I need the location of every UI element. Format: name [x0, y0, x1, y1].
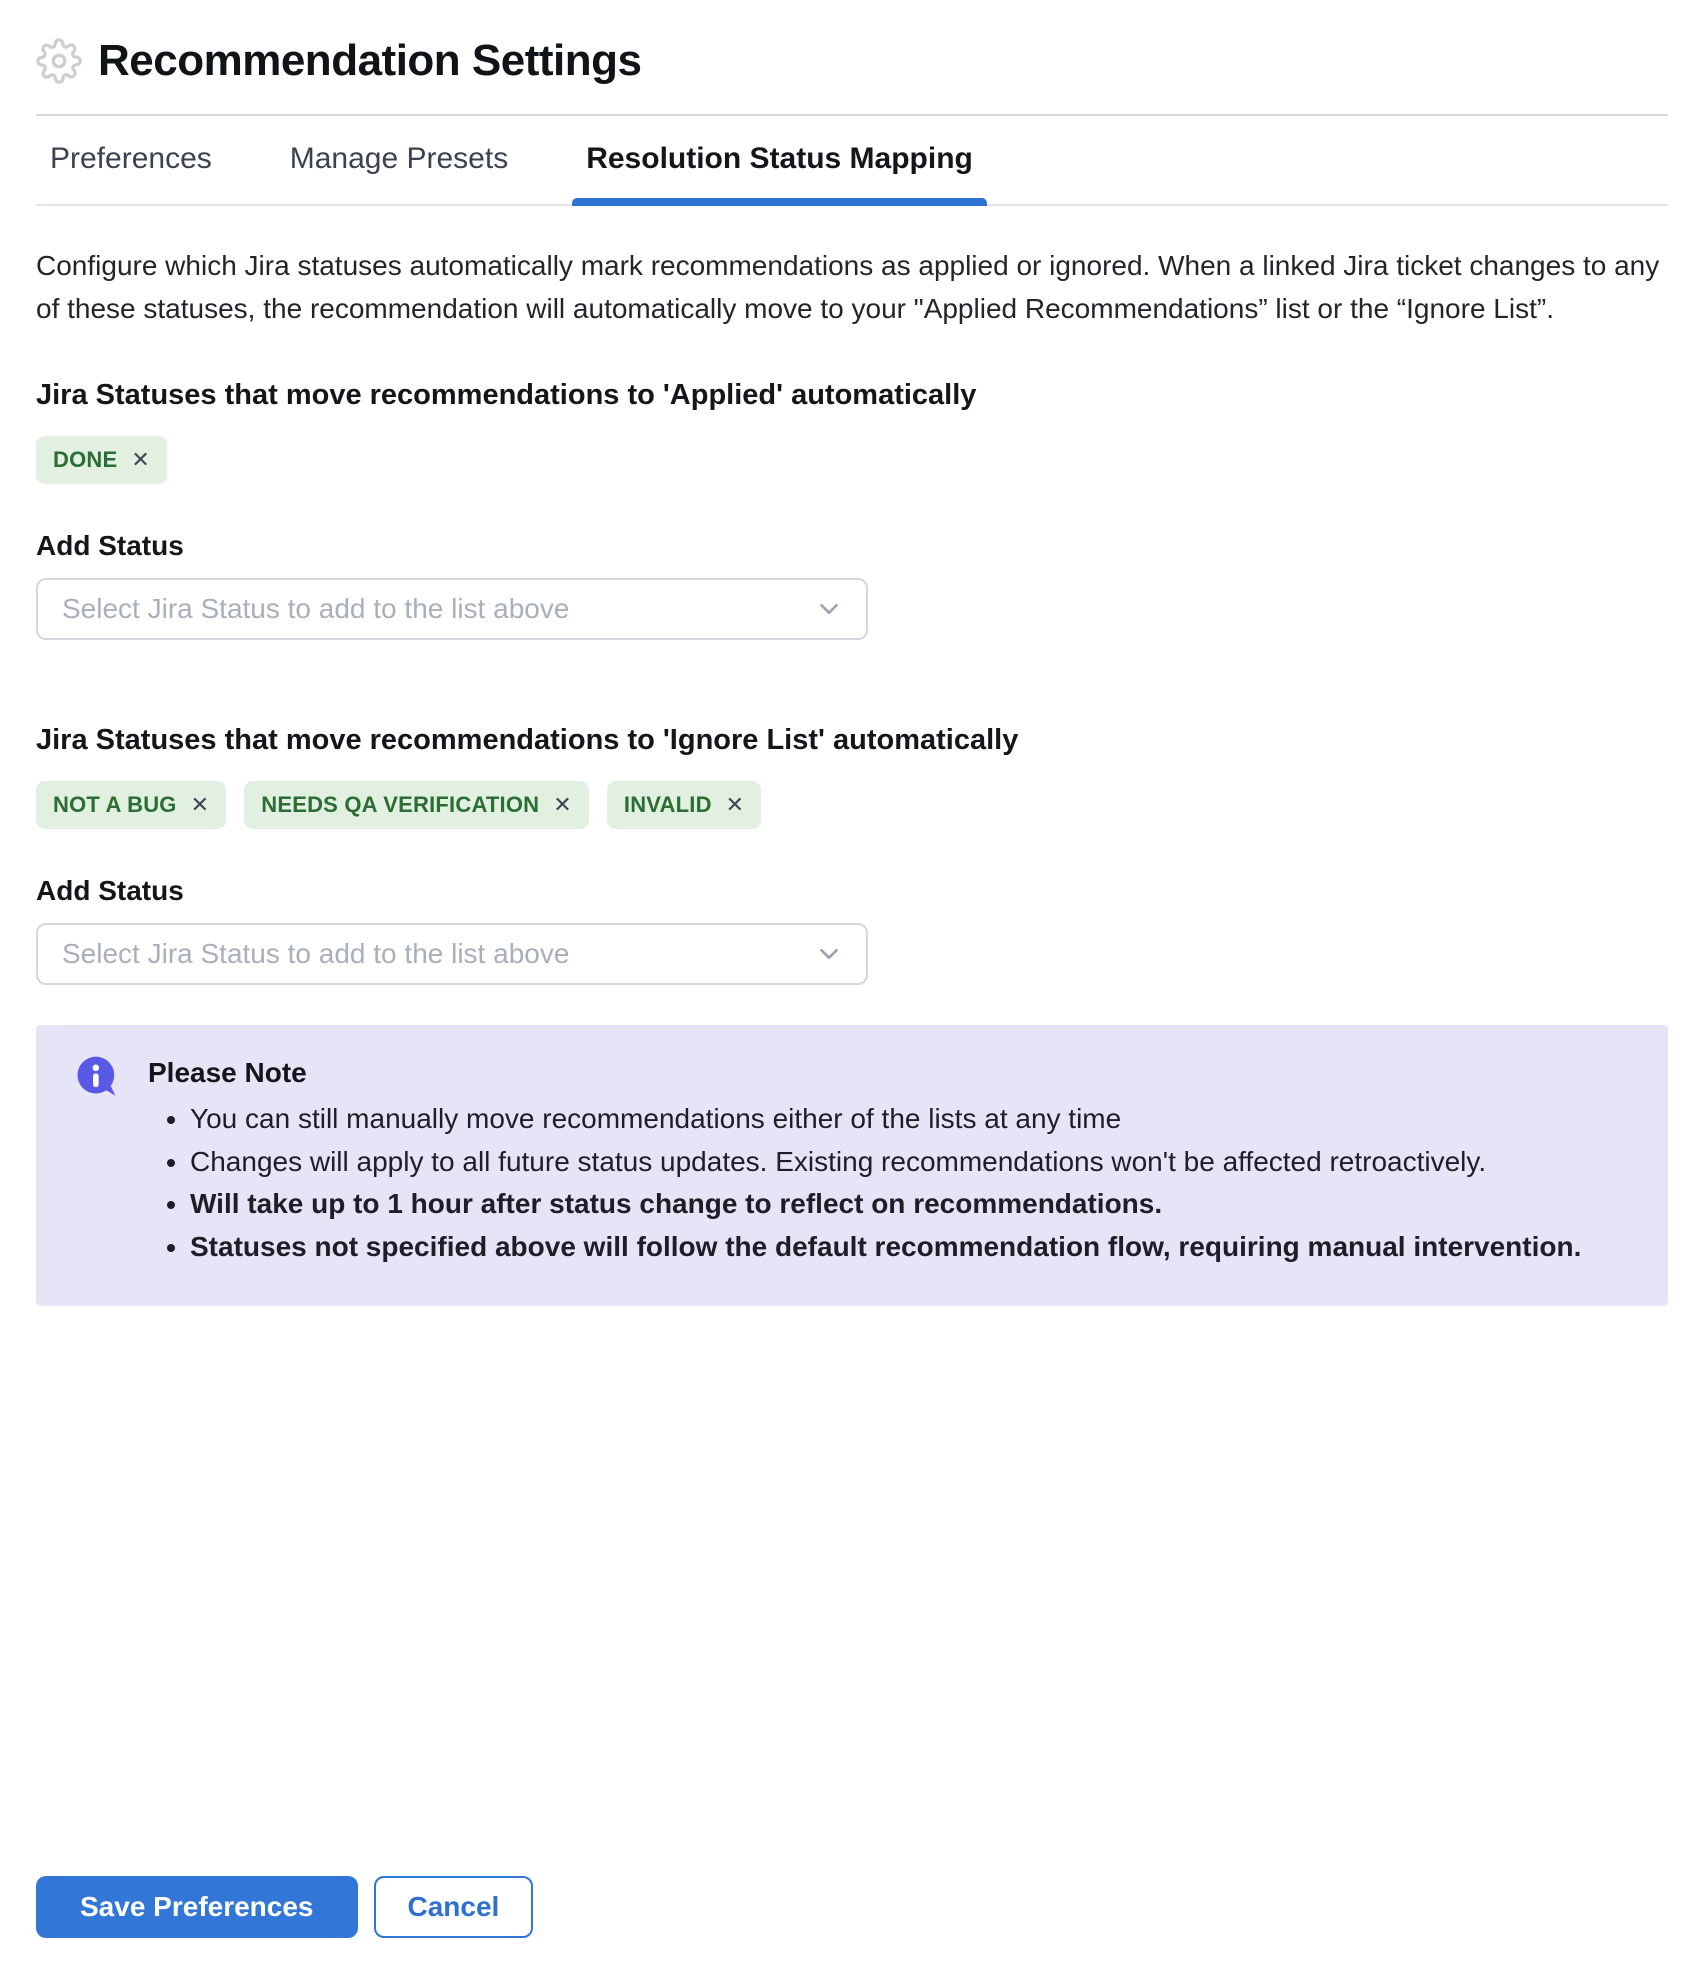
info-bubble-icon: [74, 1053, 120, 1101]
note-bullet: • You can still manually move recommendations either of the lists at any time: [190, 1101, 1581, 1137]
note-bullet-list: [148, 1101, 1581, 1265]
chevron-down-icon: [814, 939, 844, 969]
status-chip: [36, 781, 226, 829]
chip-label: INVALID: [623, 791, 712, 817]
note-bullet: • Changes will apply to all future status updates. Existing recommendations won't be affected retroactively.: [190, 1144, 1581, 1180]
tab-bar: [36, 116, 1668, 206]
close-icon[interactable]: ✕: [190, 791, 210, 817]
status-chip: [244, 781, 589, 829]
tab-manage-presets[interactable]: Manage Presets: [289, 142, 509, 175]
ignore-chip-row: [36, 781, 1668, 829]
note-title: Please Note: [148, 1056, 307, 1088]
chip-label: NOT A BUG: [53, 791, 177, 817]
close-icon[interactable]: ✕: [131, 446, 151, 472]
select-placeholder: Select Jira Status to add to the list above: [62, 937, 570, 969]
chip-label: DONE: [53, 446, 118, 472]
status-chip: [607, 781, 761, 829]
tab-preferences[interactable]: Preferences: [50, 142, 212, 175]
ignore-status-select[interactable]: [36, 923, 868, 985]
ignore-section-heading: Jira Statuses that move recommendations to 'Ignore List' automatically: [36, 723, 1019, 756]
select-placeholder: Select Jira Status to add to the list above: [62, 592, 570, 624]
status-chip: [36, 436, 167, 484]
please-note-banner: [36, 1025, 1668, 1306]
save-preferences-button[interactable]: Save Preferences: [36, 1876, 358, 1938]
chip-label: NEEDS QA VERIFICATION: [261, 791, 540, 817]
applied-status-select[interactable]: [36, 578, 868, 640]
applied-chip-row: [36, 436, 1668, 484]
ignore-add-status-label: Add Status: [36, 874, 184, 906]
page-header: [36, 0, 1668, 86]
applied-add-status-label: Add Status: [36, 529, 184, 561]
applied-section-heading: Jira Statuses that move recommendations to 'Applied' automatically: [36, 378, 977, 411]
footer-actions: [36, 1876, 1668, 1938]
gear-icon: [36, 38, 82, 84]
cancel-button[interactable]: Cancel: [374, 1876, 534, 1938]
page-title: Recommendation Settings: [98, 36, 642, 85]
note-bullet: • Will take up to 1 hour after status change to reflect on recommendations.: [190, 1186, 1581, 1222]
chevron-down-icon: [814, 594, 844, 624]
note-content: [148, 1051, 1581, 1272]
close-icon[interactable]: ✕: [553, 791, 572, 817]
tab-resolution-status-mapping[interactable]: Resolution Status Mapping: [572, 142, 987, 204]
close-icon[interactable]: ✕: [725, 791, 745, 817]
page-description: Configure which Jira statuses automatically mark recommendations as applied or ignored. When a linked Jira ticket changes to any of these statuses, the recommendation will automatically move to your "Applied Recommendations” list or the “Ignore List”.: [36, 250, 1660, 325]
note-bullet: • Statuses not specified above will follow the default recommendation flow, requiring manual intervention.: [190, 1229, 1581, 1265]
